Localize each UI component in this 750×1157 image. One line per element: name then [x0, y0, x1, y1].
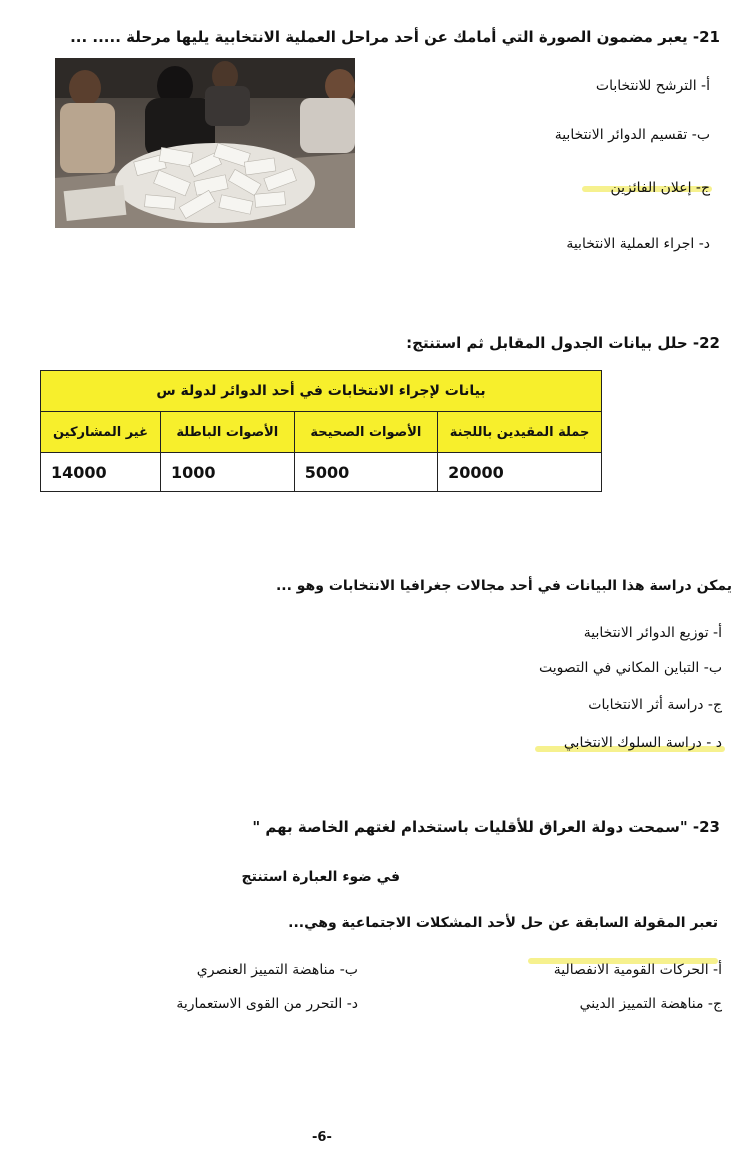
q23-option-a: أ- الحركات القومية الانفصالية	[553, 962, 722, 978]
table-caption: بيانات لإجراء الانتخابات في أحد الدوائر لدولة س	[41, 371, 602, 412]
table-cell: 14000	[41, 453, 161, 492]
ballot-counting-illustration	[55, 58, 355, 228]
table-header: الأصوات الصحيحة	[294, 412, 437, 453]
table-header: غير المشاركين	[41, 412, 161, 453]
question-23-prompt: تعبر المقولة السابقة عن حل لأحد المشكلات الاجتماعية وهي...	[288, 915, 718, 931]
election-data-table	[40, 370, 602, 492]
question-23-instruction: في ضوء العبارة استنتج	[241, 869, 400, 885]
question-23-title: 23- "سمحت دولة العراق للأقليات باستخدام لغتهم الخاصة بهم "	[252, 818, 720, 836]
q21-option-c: ج- إعلان الفائزين	[610, 180, 710, 196]
q21-option-a: أ- الترشح للانتخابات	[595, 78, 710, 94]
q22-option-c: ج- دراسة أثر الانتخابات	[588, 697, 722, 713]
question-22-title: 22- حلل بيانات الجدول المقابل ثم استنتج:	[406, 334, 720, 352]
q22-option-a: أ- توزيع الدوائر الانتخابية	[583, 625, 722, 641]
table-header: الأصوات الباطلة	[160, 412, 294, 453]
q22-option-b: ب- التباين المكاني في التصويت	[538, 660, 722, 676]
q23-option-c: ج- مناهضة التمييز الديني	[579, 996, 722, 1012]
q23-option-b: ب- مناهضة التمييز العنصري	[196, 962, 358, 978]
ballot-counting-photo	[55, 58, 355, 228]
q21-option-b: ب- تقسيم الدوائر الانتخابية	[554, 127, 710, 143]
table-cell: 1000	[160, 453, 294, 492]
q22-option-d: د - دراسة السلوك الانتخابي	[563, 735, 722, 751]
table-header: جملة المقيدين باللجنة	[438, 412, 602, 453]
table-cell: 20000	[438, 453, 602, 492]
page-number: -6-	[312, 1130, 332, 1145]
table-cell: 5000	[294, 453, 437, 492]
question-22-prompt: يمكن دراسة هذا البيانات في أحد مجالات جغرافيا الانتخابات وهو ...	[275, 578, 732, 594]
q21-option-d: د- اجراء العملية الانتخابية	[566, 236, 710, 252]
question-21-title: 21- يعبر مضمون الصورة التي أمامك عن أحد مراحل العملية الانتخابية يليها مرحلة ..... ...	[70, 28, 720, 46]
q23-option-d: د- التحرر من القوى الاستعمارية	[176, 996, 358, 1012]
